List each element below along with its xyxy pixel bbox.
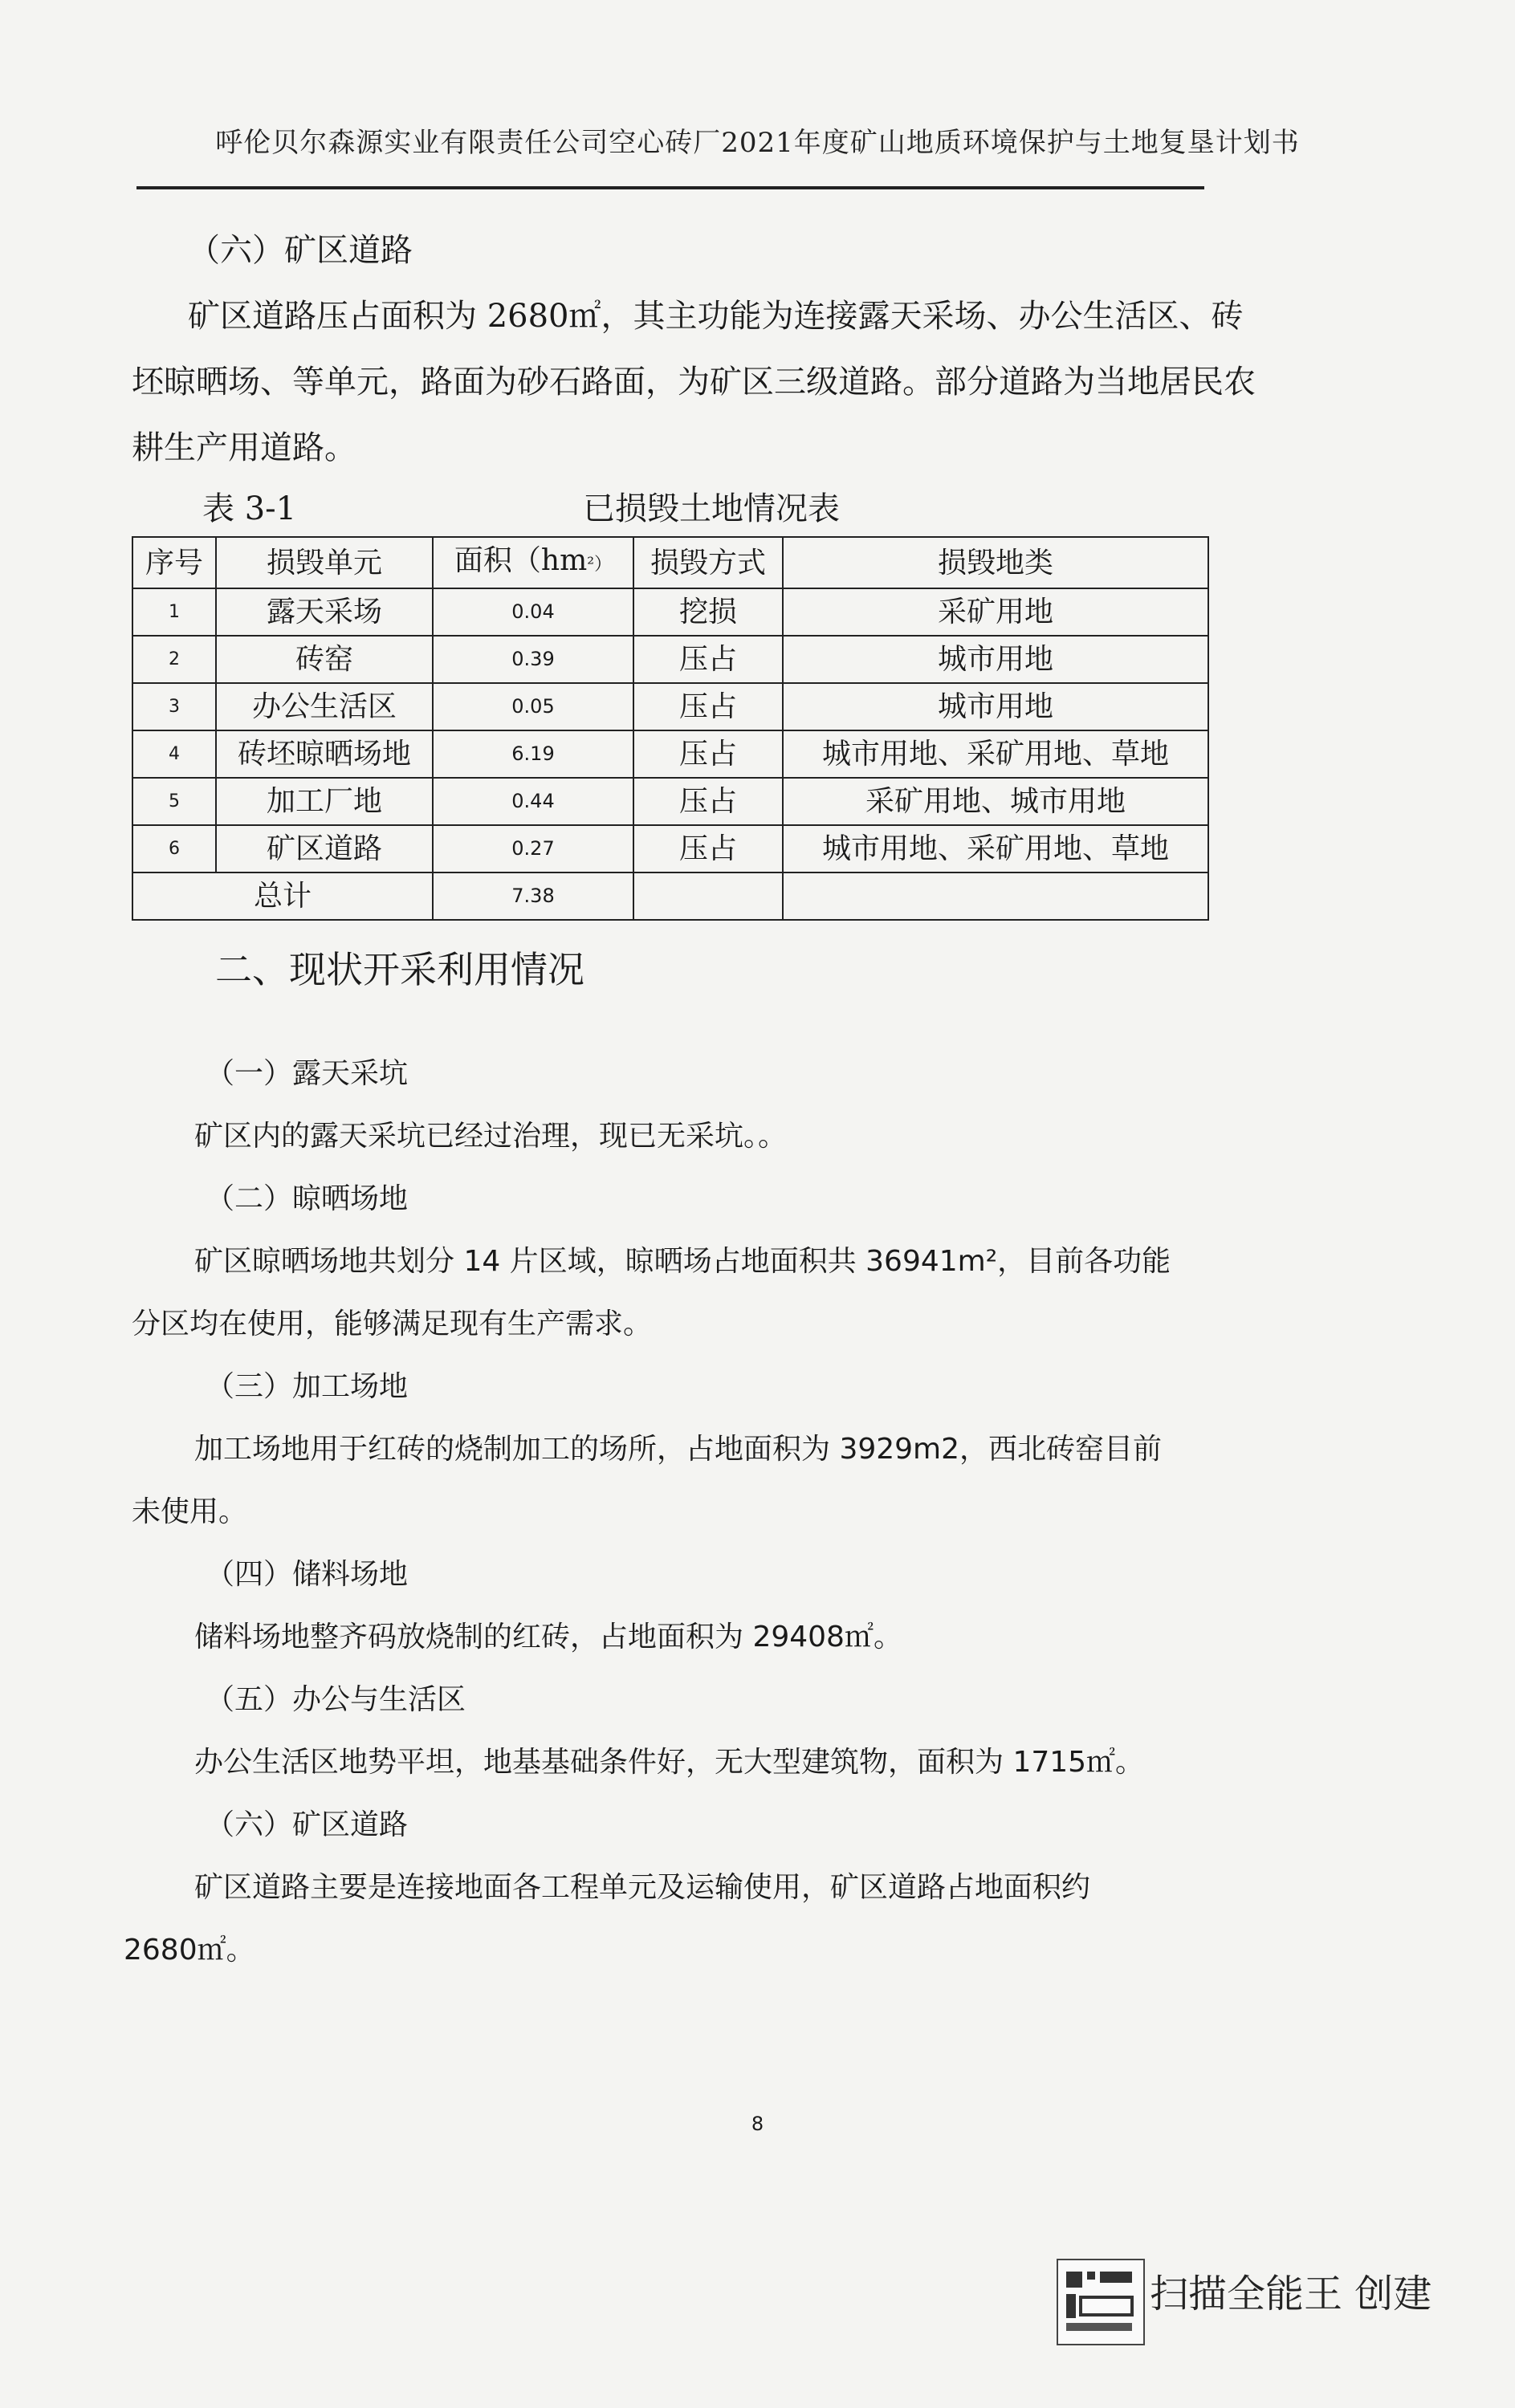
cell-landtype: 城市用地 xyxy=(783,636,1208,683)
cell-method: 压占 xyxy=(633,636,783,683)
cell-method: 压占 xyxy=(633,778,783,825)
paragraph-line: 加工场地用于红砖的烧制加工的场所，占地面积为 3929m2，西北砖窑目前 xyxy=(194,1433,1163,1466)
subsection-heading: （一）露天采坑 xyxy=(206,1057,409,1090)
col-header-unit: 损毁单元 xyxy=(216,537,433,588)
cell-method: 压占 xyxy=(633,730,783,778)
subsection-heading: （四）储料场地 xyxy=(206,1558,409,1591)
subsection-heading: （二）晾晒场地 xyxy=(206,1182,409,1215)
cell-method: 压占 xyxy=(633,825,783,872)
cell-unit: 办公生活区 xyxy=(216,683,433,730)
cell-area: 0.04 xyxy=(433,588,633,636)
table-row xyxy=(132,683,1208,730)
document-header-title: 呼伦贝尔森源实业有限责任公司空心砖厂2021年度矿山地质环境保护与土地复垦计划书 xyxy=(215,127,1300,159)
scanner-logo-icon xyxy=(1057,2259,1145,2345)
cell-unit: 加工厂地 xyxy=(216,778,433,825)
cell-index: 3 xyxy=(132,683,216,730)
cell-method: 压占 xyxy=(633,683,783,730)
cell-method: 挖损 xyxy=(633,588,783,636)
col-header-landtype: 损毁地类 xyxy=(783,537,1208,588)
cell-empty xyxy=(633,872,783,920)
table-label: 表 3-1 xyxy=(202,490,297,527)
table-row xyxy=(132,825,1208,872)
cell-total-label: 总计 xyxy=(132,872,433,920)
paragraph-line: 矿区道路压占面积为 2680㎡，其主功能为连接露天采场、办公生活区、砖 xyxy=(188,298,1244,335)
cell-landtype: 城市用地、采矿用地、草地 xyxy=(783,825,1208,872)
cell-index: 2 xyxy=(132,636,216,683)
cell-total-value: 7.38 xyxy=(433,872,633,920)
damaged-land-table xyxy=(132,536,1209,921)
table-row xyxy=(132,778,1208,825)
table-row xyxy=(132,730,1208,778)
cell-area: 6.19 xyxy=(433,730,633,778)
cell-unit: 露天采场 xyxy=(216,588,433,636)
section-heading-road: （六）矿区道路 xyxy=(188,232,413,269)
paragraph-line: 矿区内的露天采坑已经过治理，现已无采坑。。 xyxy=(194,1120,788,1153)
paragraph-line: 坯晾晒场、等单元，路面为砂石路面，为矿区三级道路。部分道路为当地居民农 xyxy=(132,364,1256,401)
cell-landtype: 城市用地、采矿用地、草地 xyxy=(783,730,1208,778)
table-row xyxy=(132,636,1208,683)
col-header-method: 损毁方式 xyxy=(633,537,783,588)
paragraph-line: 矿区晾晒场地共划分 14 片区域，晾晒场占地面积共 36941m²，目前各功能 xyxy=(194,1245,1171,1278)
paragraph-line: 耕生产用道路。 xyxy=(132,429,356,466)
cell-area: 0.44 xyxy=(433,778,633,825)
cell-index: 5 xyxy=(132,778,216,825)
scanner-watermark-text: 扫描全能王 创建 xyxy=(1150,2272,1432,2316)
paragraph-line: 矿区道路主要是连接地面各工程单元及运输使用，矿区道路占地面积约 xyxy=(194,1871,1091,1904)
col-header-area: 面积（hm²） xyxy=(433,537,633,588)
paragraph-line: 办公生活区地势平坦，地基基础条件好，无大型建筑物，面积为 1715㎡。 xyxy=(194,1746,1145,1779)
header-divider xyxy=(136,186,1204,189)
cell-unit: 砖窑 xyxy=(216,636,433,683)
cell-index: 6 xyxy=(132,825,216,872)
subsection-heading: （五）办公与生活区 xyxy=(206,1683,466,1716)
paragraph-line: 储料场地整齐码放烧制的红砖，占地面积为 29408㎡。 xyxy=(194,1621,902,1653)
cell-area: 0.27 xyxy=(433,825,633,872)
cell-area: 0.39 xyxy=(433,636,633,683)
section-heading-mining-status: 二、现状开采利用情况 xyxy=(215,948,584,991)
page-number: 8 xyxy=(751,2113,764,2135)
table-header-row xyxy=(132,537,1208,588)
cell-empty xyxy=(783,872,1208,920)
cell-unit: 砖坯晾晒场地 xyxy=(216,730,433,778)
cell-unit: 矿区道路 xyxy=(216,825,433,872)
table-total-row xyxy=(132,872,1208,920)
cell-landtype: 采矿用地 xyxy=(783,588,1208,636)
cell-index: 4 xyxy=(132,730,216,778)
cell-index: 1 xyxy=(132,588,216,636)
paragraph-line: 未使用。 xyxy=(132,1495,248,1528)
table-caption: 已损毁土地情况表 xyxy=(583,490,840,527)
subsection-heading: （六）矿区道路 xyxy=(206,1808,409,1841)
col-header-index: 序号 xyxy=(132,537,216,588)
subsection-heading: （三）加工场地 xyxy=(206,1370,409,1403)
paragraph-line: 分区均在使用，能够满足现有生产需求。 xyxy=(132,1308,653,1340)
cell-landtype: 城市用地 xyxy=(783,683,1208,730)
table-row xyxy=(132,588,1208,636)
cell-landtype: 采矿用地、城市用地 xyxy=(783,778,1208,825)
cell-area: 0.05 xyxy=(433,683,633,730)
paragraph-line: 2680㎡。 xyxy=(124,1934,255,1967)
